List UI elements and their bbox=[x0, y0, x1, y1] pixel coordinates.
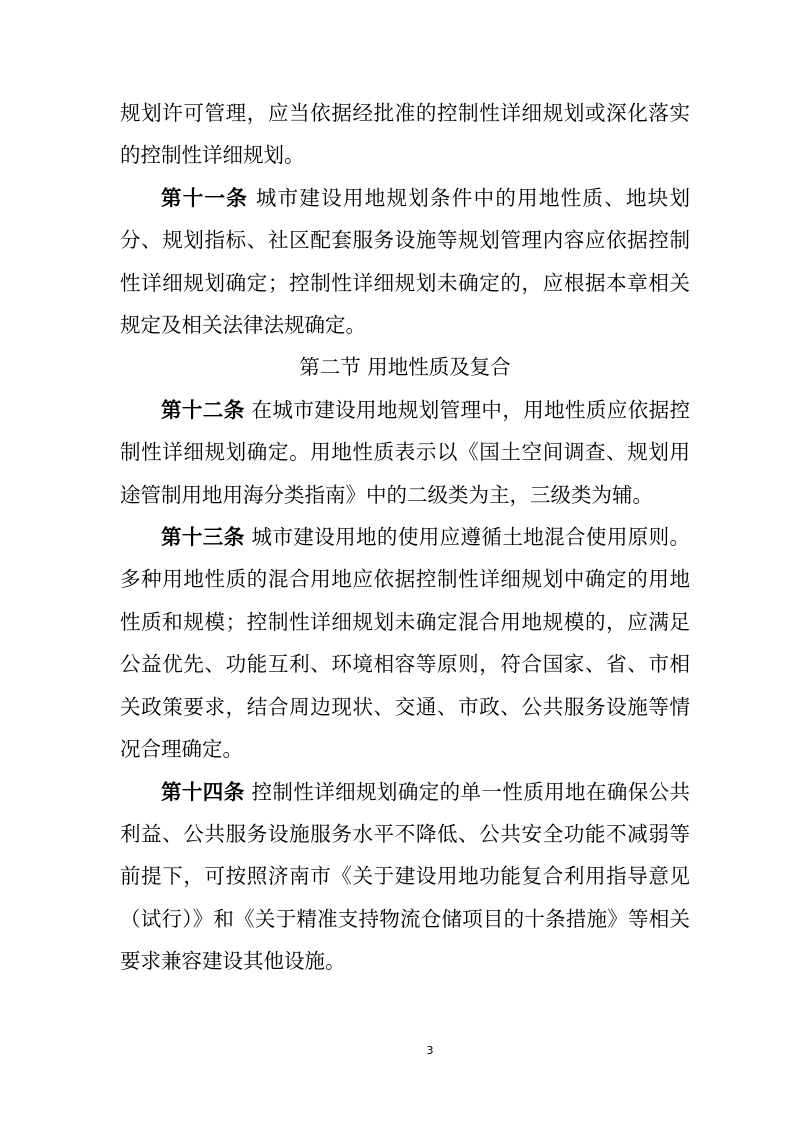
article-12-paragraph bbox=[120, 389, 690, 516]
article-number: 第十一条 bbox=[161, 185, 249, 210]
article-text: 在城市建设用地规划管理中，用地性质应依据控制性详细规划确定。用地性质表示以《国土空间调查、规划用途管制用地用海分类指南》中的二级类为主，三级类为辅。 bbox=[120, 397, 691, 507]
article-text: 城市建设用地规划条件中的用地性质、地块划分、规划指标、社区配套服务设施等规划管理内容应依据控制性详细规划确定；控制性详细规划未确定的，应根据本章相关规定及相关法律法规确定。 bbox=[120, 185, 691, 338]
article-number: 第十四条 bbox=[161, 779, 245, 804]
document-body bbox=[120, 92, 690, 983]
article-number: 第十三条 bbox=[161, 525, 245, 550]
article-11-paragraph bbox=[120, 177, 690, 347]
page-number: 3 bbox=[426, 1044, 434, 1057]
article-14-paragraph bbox=[120, 771, 690, 983]
continuation-paragraph bbox=[120, 92, 690, 177]
article-number: 第十二条 bbox=[161, 397, 245, 422]
section-heading: 第二节 用地性质及复合 bbox=[299, 355, 511, 380]
article-text: 城市建设用地的使用应遵循土地混合使用原则。多种用地性质的混合用地应依据控制性详细规划中确定的用地性质和规模；控制性详细规划未确定混合用地规模的，应满足公益优先、功能互利、环境相容等原则，符合国家、省、市相关政策要求，结合周边现状、交通、市政、公共服务设施等情况合理确定。 bbox=[120, 525, 691, 762]
paragraph-text: 规划许可管理，应当依据经批准的控制性详细规划或深化落实的控制性详细规划。 bbox=[120, 101, 690, 168]
article-text: 控制性详细规划确定的单一性质用地在确保公共利益、公共服务设施服务水平不降低、公共安全功能不减弱等前提下，可按照济南市《关于建设用地功能复合利用指导意见（试行）》和《关于精准支持物流仓储项目的十条措施》等相关要求兼容建设其他设施。 bbox=[120, 779, 691, 974]
article-13-paragraph bbox=[120, 516, 690, 770]
